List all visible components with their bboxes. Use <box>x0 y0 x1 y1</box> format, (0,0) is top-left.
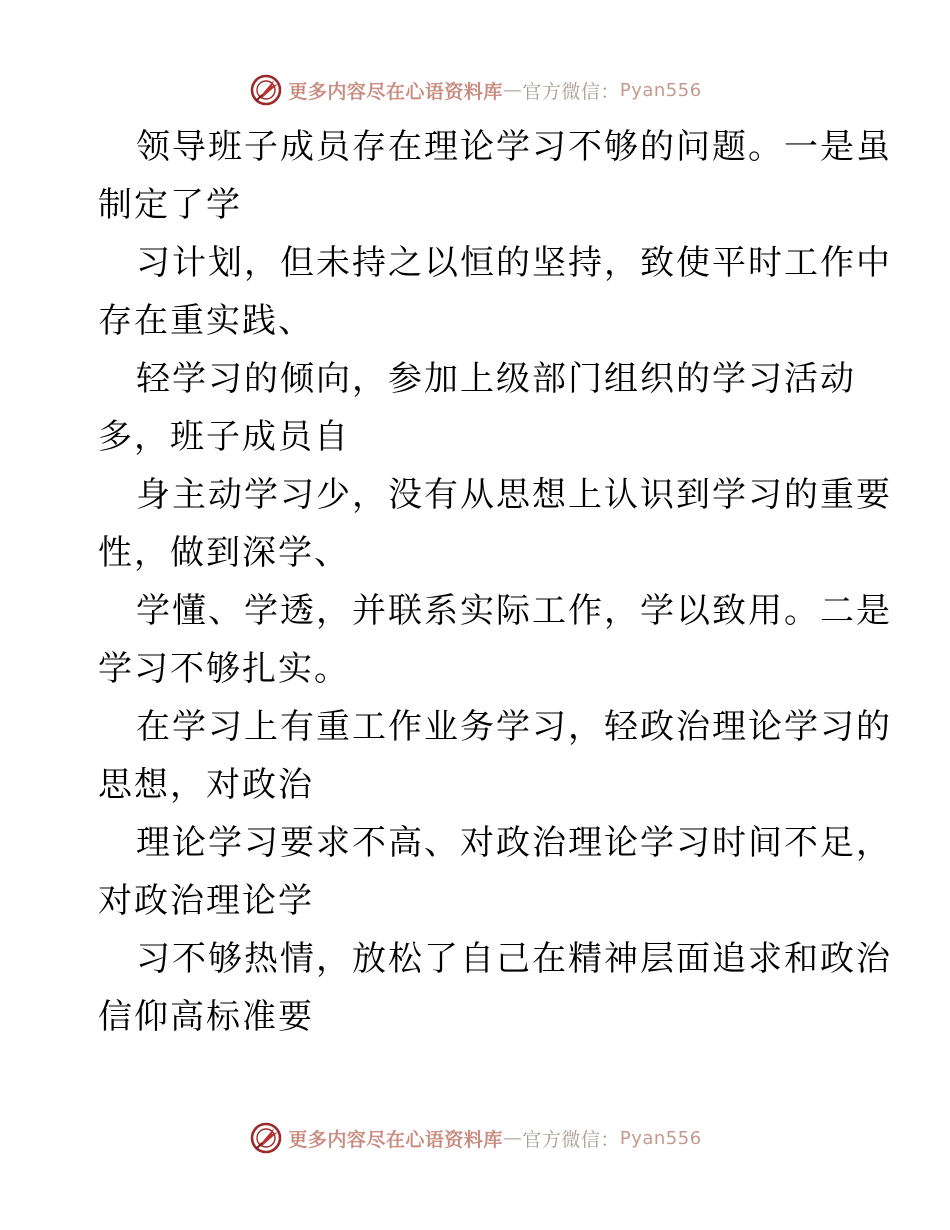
quill-logo-icon <box>248 72 284 108</box>
text-line: 在学习上有重工作业务学习，轻政治理论学习的 <box>136 707 892 747</box>
watermark-official-label: 官方微信： <box>522 1128 620 1151</box>
text-line: 领导班子成员存在理论学习不够的问题。一是虽 <box>136 127 892 167</box>
text-line: 对政治理论学 <box>98 881 314 921</box>
watermark-official-label: 官方微信： <box>522 80 620 103</box>
text-line: 信仰高标准要 <box>98 997 314 1037</box>
quill-logo-icon <box>248 1120 284 1156</box>
watermark-title: 更多内容尽在心语资料库 <box>288 1128 503 1151</box>
text-line: 习计划，但未持之以恒的坚持，致使平时工作中 <box>136 243 892 283</box>
text-line: 性，做到深学、 <box>98 533 350 573</box>
text-line: 理论学习要求不高、对政治理论学习时间不足， <box>136 823 892 863</box>
watermark-title: 更多内容尽在心语资料库 <box>288 80 503 103</box>
watermark-dash: — <box>502 79 523 101</box>
text-line: 身主动学习少，没有从思想上认识到学习的重要 <box>136 475 892 515</box>
footer-watermark <box>0 1118 950 1158</box>
text-line: 多，班子成员自 <box>98 417 350 457</box>
text-line: 习不够热情，放松了自己在精神层面追求和政治 <box>136 939 892 979</box>
text-line: 存在重实践、 <box>98 301 314 341</box>
text-line: 思想，对政治 <box>98 765 314 805</box>
text-line: 制定了学 <box>98 185 242 225</box>
watermark-wechat-id: Pyan556 <box>619 1127 702 1149</box>
watermark-dash: — <box>502 1127 523 1149</box>
text-line: 学懂、学透，并联系实际工作，学以致用。二是 <box>136 591 892 631</box>
header-watermark <box>0 70 950 110</box>
watermark-wechat-id: Pyan556 <box>619 79 702 101</box>
text-line: 学习不够扎实。 <box>98 649 350 689</box>
text-line: 轻学习的倾向，参加上级部门组织的学习活动 <box>136 359 856 399</box>
document-body <box>98 118 892 1046</box>
